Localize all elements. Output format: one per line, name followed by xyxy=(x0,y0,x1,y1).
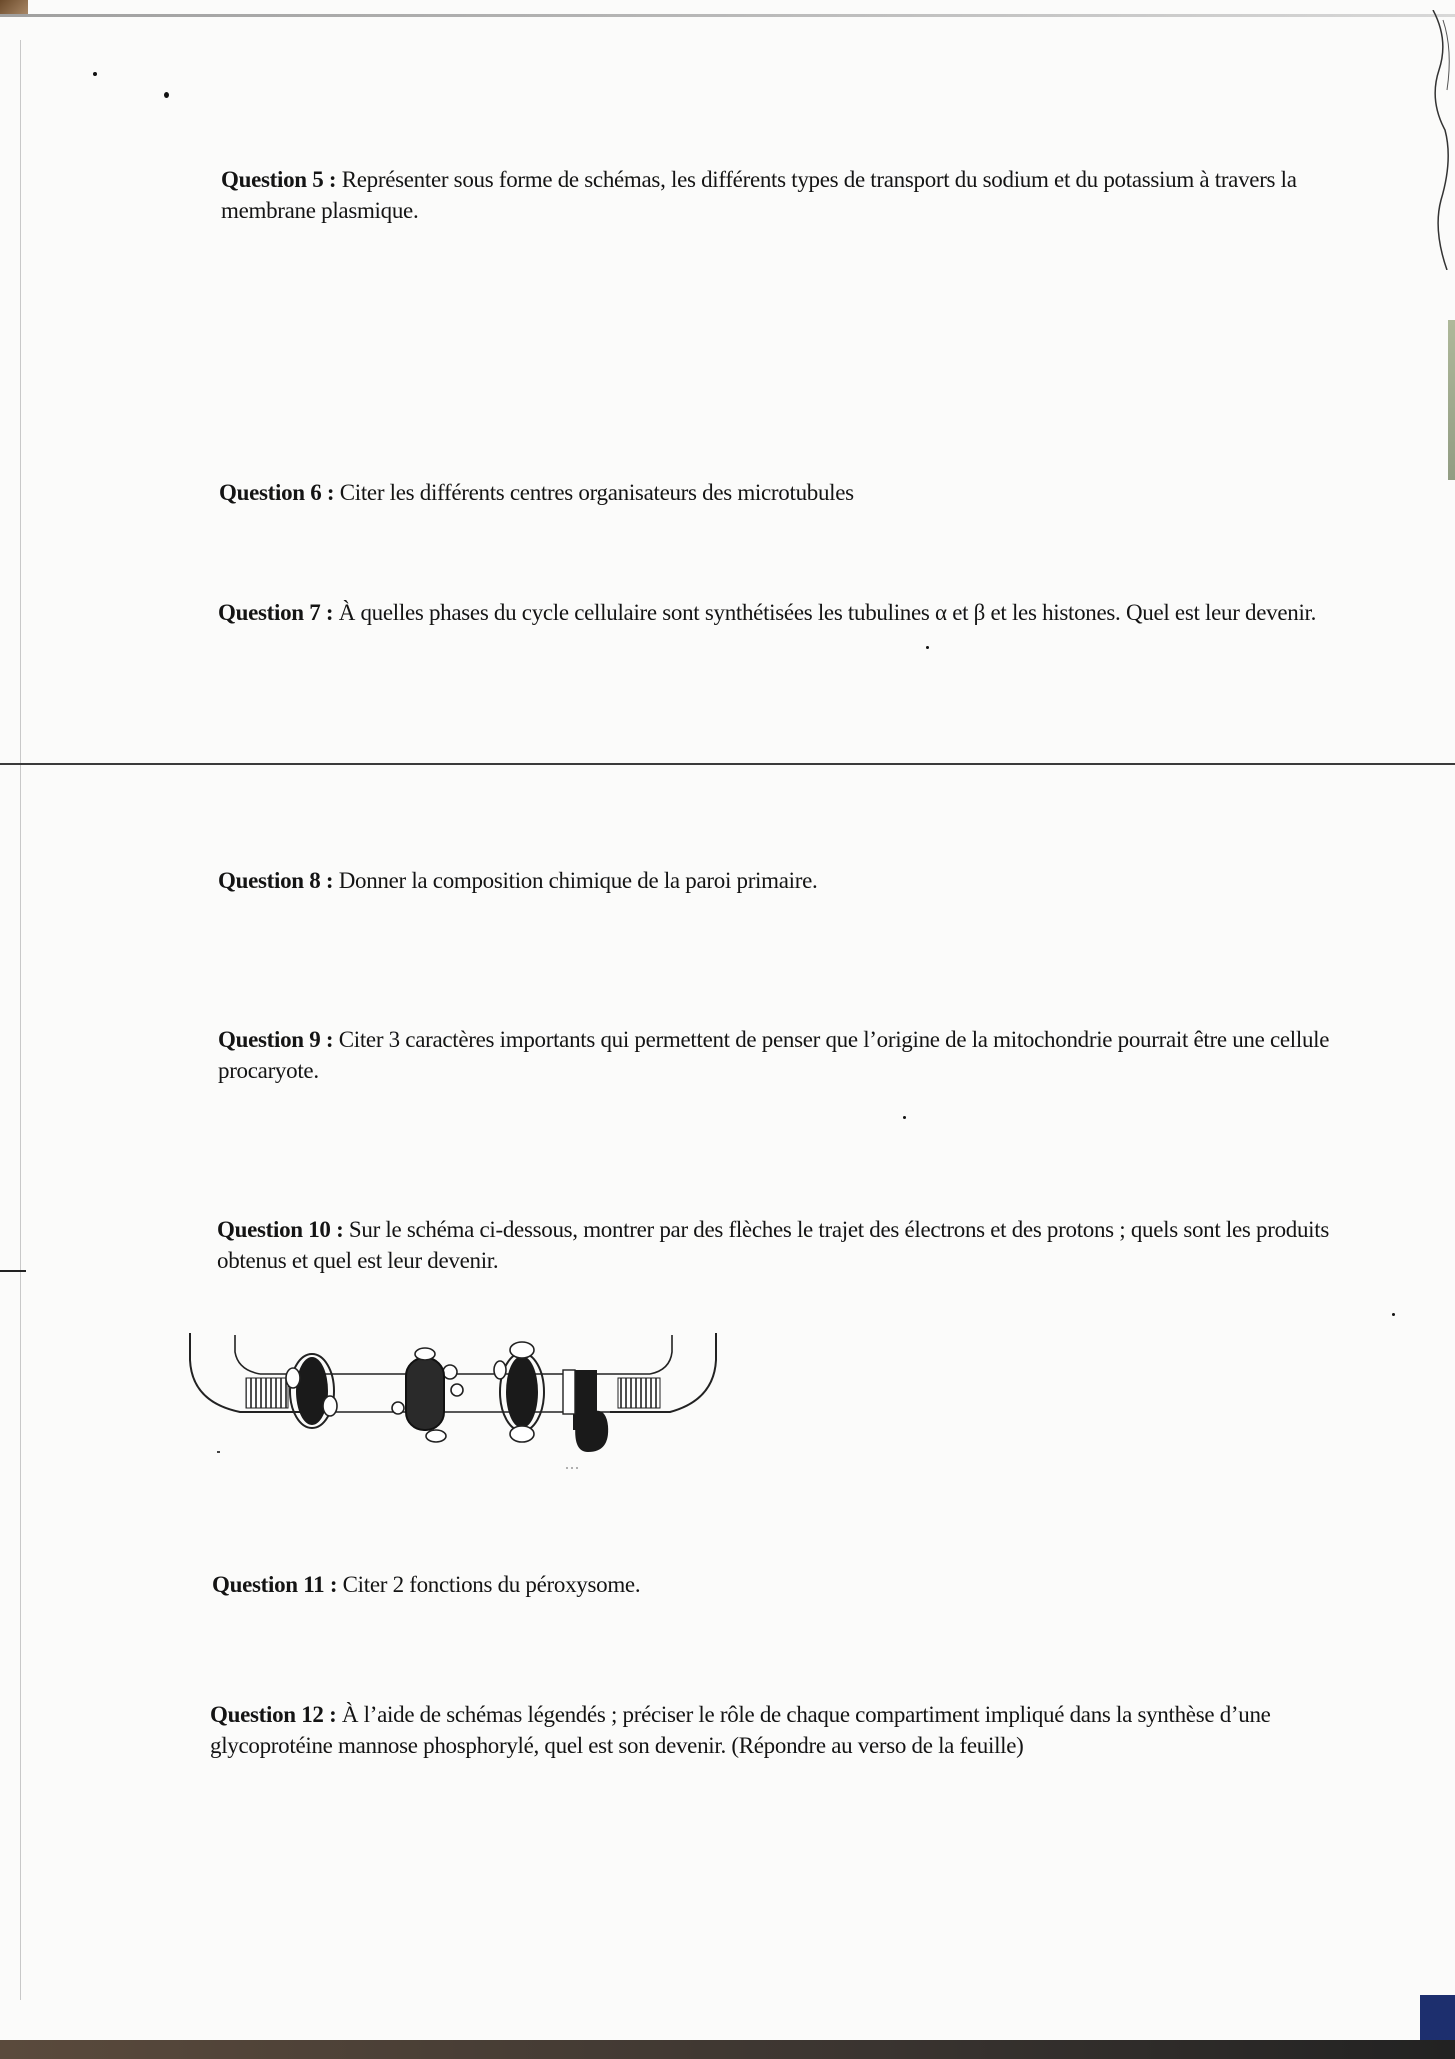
question-label: Question 6 xyxy=(219,480,322,505)
scan-right-stain xyxy=(1448,320,1455,480)
question-text: Sur le schéma ci-dessous, montrer par des flèches le trajet des électrons et des protons ; quels sont les produits obtenus et quel est leur devenir. xyxy=(217,1217,1329,1273)
question-text: Citer 2 fonctions du péroxysome. xyxy=(342,1572,641,1597)
question-label: Question 11 xyxy=(212,1572,325,1597)
scan-left-tick xyxy=(0,1270,26,1272)
question-label: Question 5 xyxy=(221,167,324,192)
scan-speck xyxy=(903,1116,906,1119)
scan-speck xyxy=(164,92,169,98)
question-label: Question 10 xyxy=(217,1217,331,1242)
scan-speck xyxy=(1392,1313,1395,1316)
question-10: Question 10 : Sur le schéma ci-dessous, montrer par des flèches le trajet des électrons et des protons ; quels sont les produits obtenus et quel est leur devenir. xyxy=(217,1217,1329,1273)
question-9: Question 9 : Citer 3 caractères importants qui permettent de penser que l’origine de la mitochondrie pourrait être une cellule procaryote. xyxy=(218,1027,1330,1083)
question-text: À quelles phases du cycle cellulaire sont synthétisées les tubulines α et β et les histones. Quel est leur devenir. xyxy=(338,600,1317,625)
question-text: Donner la composition chimique de la paroi primaire. xyxy=(338,868,818,893)
question-text: Représenter sous forme de schémas, les différents types de transport du sodium et du potassium à travers la membrane plasmique. xyxy=(221,167,1297,223)
question-11: Question 11 : Citer 2 fonctions du péroxysome. xyxy=(212,1572,641,1597)
question-label: Question 12 xyxy=(210,1702,324,1727)
scan-corner-stain xyxy=(0,0,28,14)
question-text: Citer les différents centres organisateurs des microtubules xyxy=(339,480,854,505)
scan-speck xyxy=(93,72,97,76)
scan-top-edge xyxy=(0,14,1455,17)
scan-left-edge xyxy=(20,40,21,2000)
question-text: Citer 3 caractères importants qui permettent de penser que l’origine de la mitochondrie pourrait être une cellule procaryote. xyxy=(218,1027,1330,1083)
question-text: À l’aide de schémas légendés ; préciser le rôle de chaque compartiment impliqué dans la synthèse d’une glycoprotéine mannose phosphorylé, quel est son devenir. (Répondre au verso de la feuille) xyxy=(210,1702,1271,1758)
question-label: Question 8 xyxy=(218,868,321,893)
scan-speck xyxy=(926,646,929,649)
question-12: Question 12 : À l’aide de schémas légendés ; préciser le rôle de chaque compartiment impliqué dans la synthèse d’une glycoprotéine mannose phosphorylé, quel est son devenir. (Répondre au verso de la feuille) xyxy=(210,1702,1271,1758)
section-divider xyxy=(0,763,1455,765)
question-6: Question 6 : Citer les différents centres organisateurs des microtubules xyxy=(219,480,854,505)
question-label: Question 7 xyxy=(218,600,321,625)
question-label: Question 9 xyxy=(218,1027,321,1052)
scan-bottom-right-stain xyxy=(1420,1995,1455,2040)
mitochondrial-membrane-complexes-schema xyxy=(180,1330,730,1490)
scan-bottom-edge xyxy=(0,2040,1455,2059)
question-5: Question 5 : Représenter sous forme de schémas, les différents types de transport du sodium et du potassium à travers la membrane plasmique. xyxy=(221,167,1297,223)
scan-right-curl xyxy=(1425,10,1455,270)
question-8: Question 8 : Donner la composition chimique de la paroi primaire. xyxy=(218,868,818,893)
question-7: Question 7 : À quelles phases du cycle cellulaire sont synthétisées les tubulines α et β et les histones. Quel est leur devenir. xyxy=(218,600,1317,625)
